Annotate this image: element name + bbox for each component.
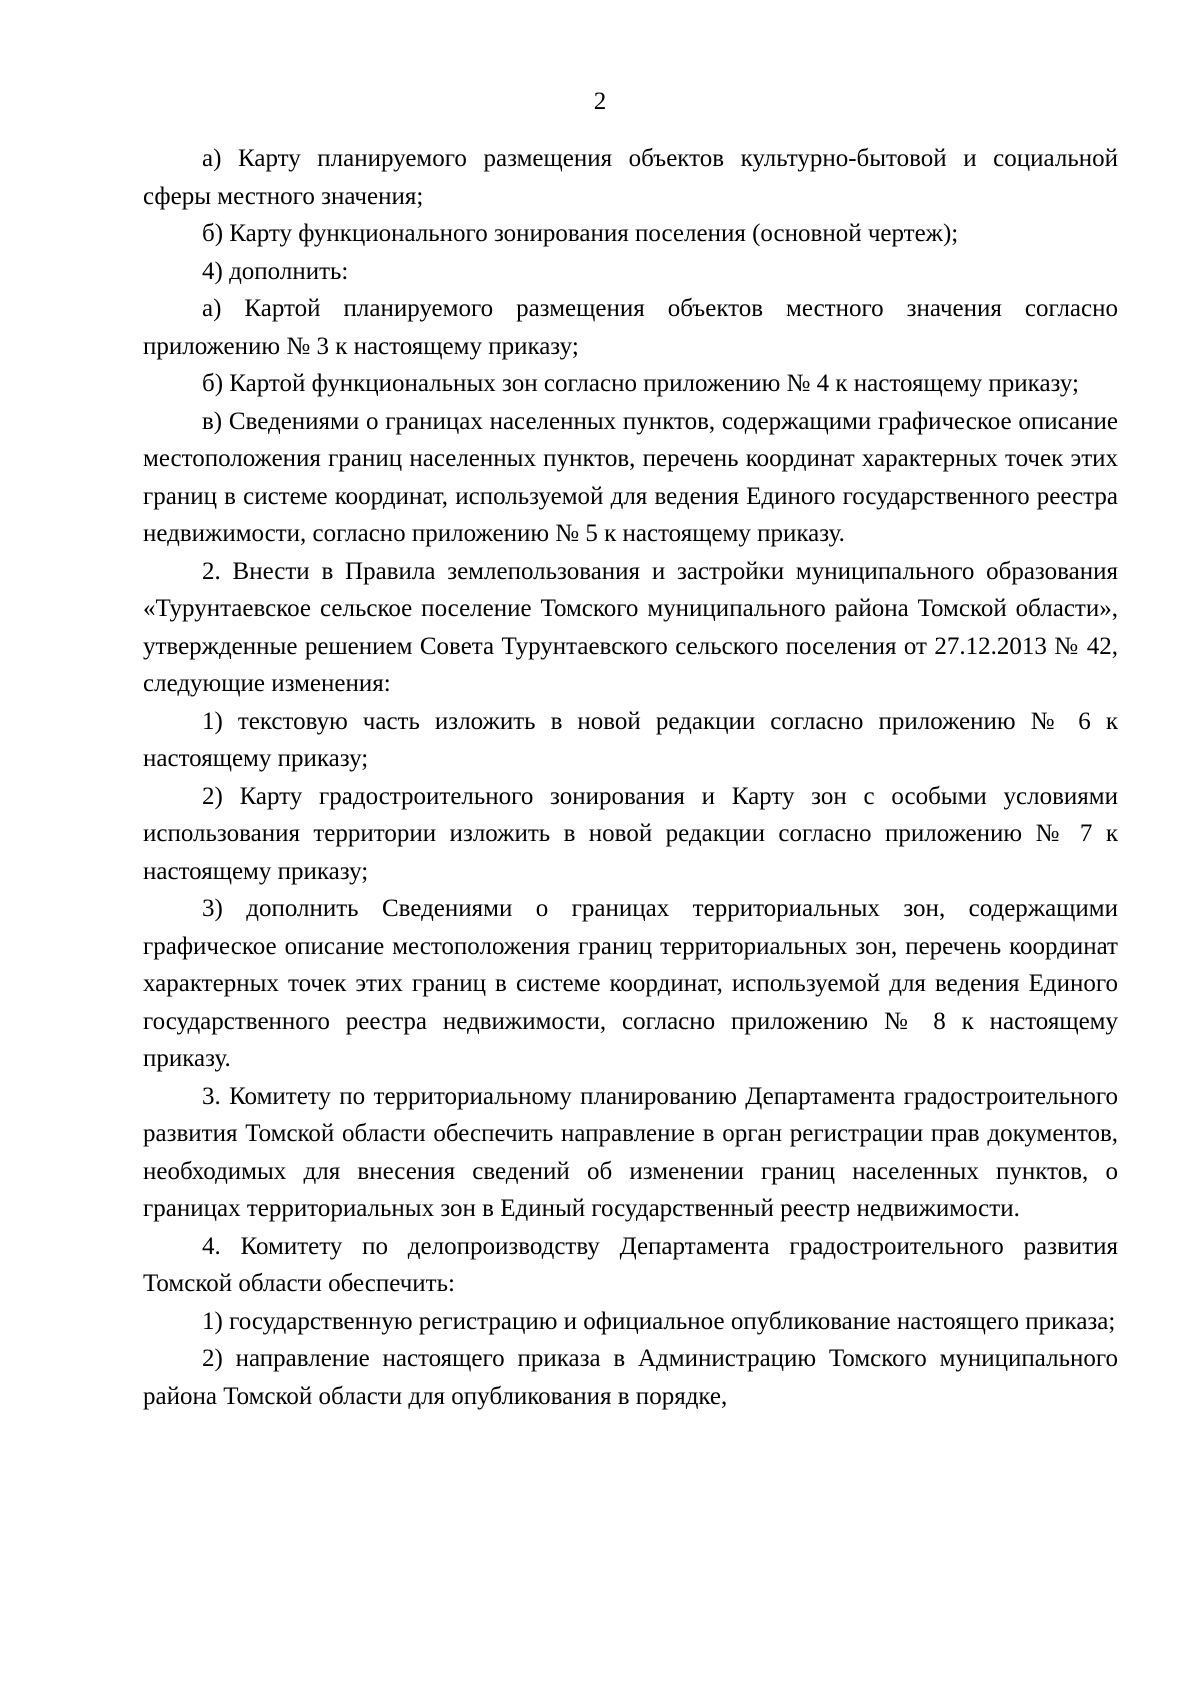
paragraph-item-1-text-part: 1) текстовую часть изложить в новой редакции согласно приложению № 6 к настоящему приказу;: [143, 707, 1118, 772]
page-number: 2: [593, 88, 607, 115]
paragraph-item-2-zoning-maps: 2) Карту градостроительного зонирования и Карту зон с особыми условиями использования территории изложить в новой редакции согласно приложению № 7 к настоящему приказу;: [143, 782, 1118, 885]
paragraph-section-3-planning-committee: 3. Комитету по территориальному планированию Департамента градостроительного развития Томской области обеспечить направление в орган регистрации прав документов, необходимых для внесения сведений об изменении границ населенных пунктов, о границах территориальных зон в Единый государственный реестр недвижимости.: [143, 1082, 1118, 1222]
paragraph-section-2-land-use-rules: 2. Внести в Правила землепользования и застройки муниципального образования «Турунтаевское сельское поселение Томского муниципального района Томской области», утвержденные решением Совета Турунтаевского сельского поселения от 27.12.2013 № 42, следующие изменения:: [143, 557, 1118, 697]
document-body: [143, 140, 1118, 1415]
paragraph-item-2-distribution: 2) направление настоящего приказа в Администрацию Томского муниципального района Томской области для опубликования в порядке,: [143, 1345, 1118, 1410]
paragraph-item-a-map-local-objects: а) Картой планируемого размещения объектов местного значения согласно приложению № 3 к настоящему приказу;: [143, 295, 1118, 360]
paragraph-item-v-settlement-boundaries: в) Сведениями о границах населенных пунктов, содержащими графическое описание местоположения границ населенных пунктов, перечень координат характерных точек этих границ в системе координат, используемой для ведения Единого государственного реестра недвижимости, согласно приложению № 5 к настоящему приказу.: [143, 407, 1118, 547]
paragraph-item-1-registration: 1) государственную регистрацию и официальное опубликование настоящего приказа;: [202, 1307, 1116, 1335]
paragraph-item-4-supplement: 4) дополнить:: [202, 257, 349, 285]
paragraph-item-b-map-functional-zones: б) Картой функциональных зон согласно приложению № 4 к настоящему приказу;: [202, 370, 1080, 397]
paragraph-item-a-map-cultural: а) Карту планируемого размещения объектов культурно-бытовой и социальной сферы местного значения;: [143, 145, 1118, 210]
paragraph-section-4-records-committee: 4. Комитету по делопроизводству Департамента градостроительного развития Томской области обеспечить:: [143, 1232, 1118, 1297]
paragraph-item-3-territorial-zones: 3) дополнить Сведениями о границах территориальных зон, содержащими графическое описание местоположения границ территориальных зон, перечень координат характерных точек этих границ в системе координат, используемой для ведения Единого государственного реестра недвижимости, согласно приложению № 8 к настоящему приказу.: [143, 895, 1118, 1072]
paragraph-item-b-map-functional-zoning: б) Карту функционального зонирования поселения (основной чертеж);: [202, 220, 959, 247]
